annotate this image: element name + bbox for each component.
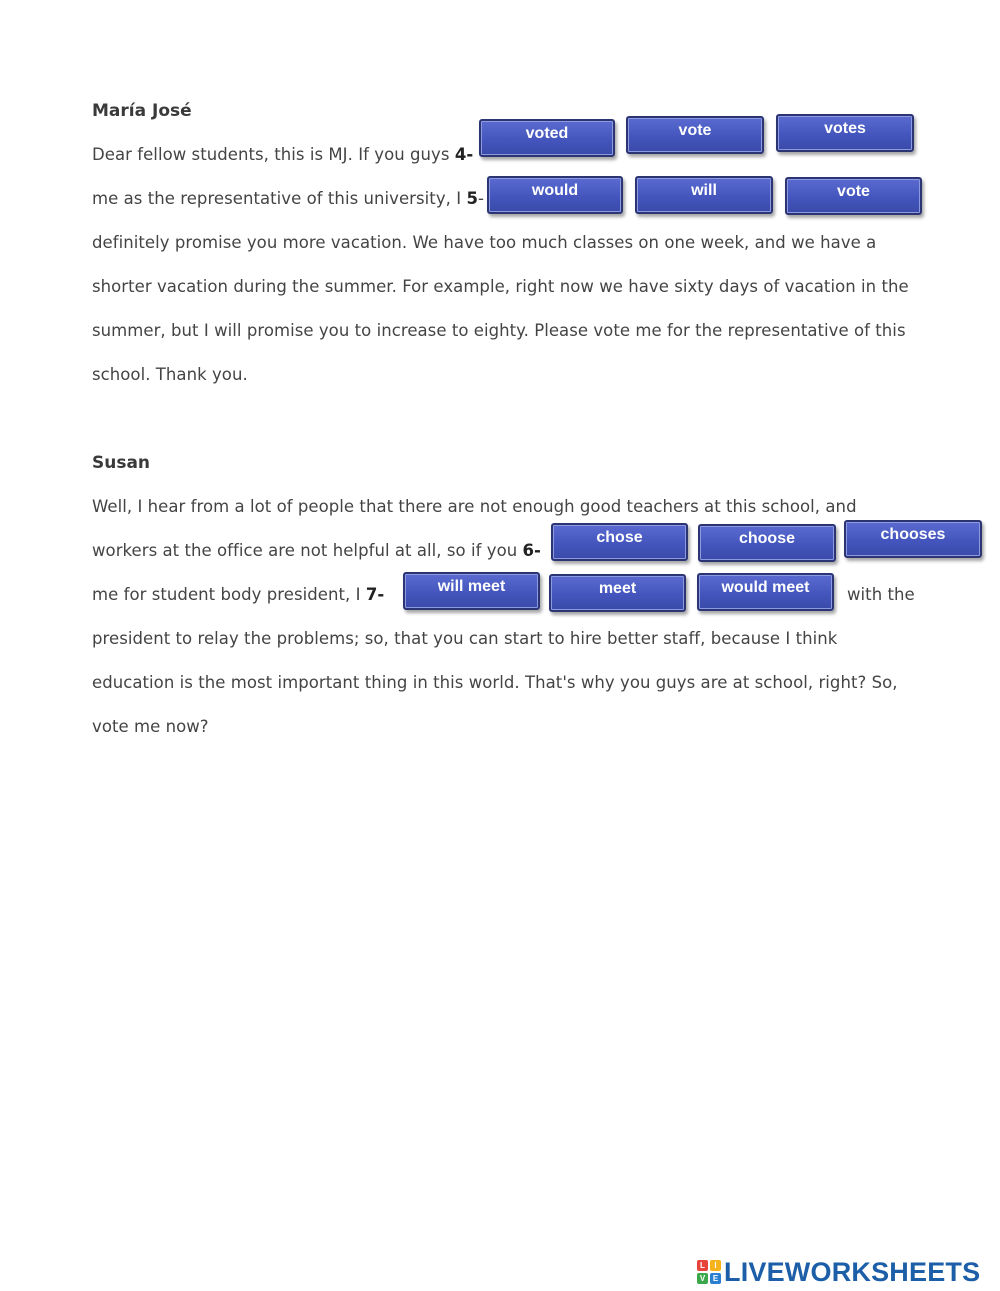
paragraph-line: president to relay the problems; so, that you can start to hire better staff, because I think — [92, 629, 838, 648]
paragraph-line: shorter vacation during the summer. For example, right now we have sixty days of vacation in the — [92, 277, 909, 296]
text-segment: me as the representative of this university, I — [92, 189, 467, 208]
liveworksheets-mark-icon — [697, 1260, 721, 1284]
question-number-4: 4- — [454, 145, 474, 164]
option-q7-would-meet[interactable]: would meet — [697, 573, 834, 611]
logo-text: LIVEWORKSHEETS — [724, 1257, 981, 1287]
logo-mark-letter: L — [697, 1260, 708, 1271]
option-q5-will[interactable]: will — [635, 176, 773, 214]
option-q5-would[interactable]: would — [487, 176, 623, 214]
paragraph-line — [92, 189, 484, 208]
dash: - — [477, 189, 484, 208]
paragraph-line — [92, 145, 473, 164]
option-q4-votes[interactable]: votes — [776, 114, 914, 152]
liveworksheets-logo — [697, 1258, 980, 1286]
logo-mark-letter: V — [697, 1273, 708, 1284]
text-segment: workers at the office are not helpful at all, so if you — [92, 541, 523, 560]
option-q6-chose[interactable]: chose — [551, 523, 688, 561]
paragraph-line: Well, I hear from a lot of people that there are not enough good teachers at this school, and — [92, 497, 857, 516]
paragraph-line: school. Thank you. — [92, 365, 248, 384]
option-q6-chooses[interactable]: chooses — [844, 520, 982, 558]
author-name-maria-jose: María José — [92, 101, 192, 121]
paragraph-line: definitely promise you more vacation. We have too much classes on one week, and we have a — [92, 233, 877, 252]
question-number-5: 5 — [466, 189, 478, 208]
paragraph-line: education is the most important thing in this world. That's why you guys are at school, right? So, — [92, 673, 898, 692]
logo-mark-letter: E — [710, 1273, 721, 1284]
option-q6-choose[interactable]: choose — [698, 524, 836, 562]
paragraph-line — [92, 585, 384, 604]
logo-mark-letter: I — [710, 1260, 721, 1271]
option-q7-meet[interactable]: meet — [549, 574, 686, 612]
question-number-7: 7- — [365, 585, 385, 604]
option-q5-vote[interactable]: vote — [785, 177, 922, 215]
text-segment: me for student body president, I — [92, 585, 366, 604]
option-q7-will-meet[interactable]: will meet — [403, 572, 540, 610]
paragraph-line-end: with the — [847, 585, 915, 604]
text-segment: Dear fellow students, this is MJ. If you guys — [92, 145, 455, 164]
author-name-susan: Susan — [92, 453, 151, 473]
option-q4-voted[interactable]: voted — [479, 119, 615, 157]
question-number-6: 6- — [522, 541, 541, 560]
paragraph-line: summer, but I will promise you to increase to eighty. Please vote me for the representative of this — [92, 321, 906, 340]
option-q4-vote[interactable]: vote — [626, 116, 764, 154]
paragraph-line — [92, 541, 541, 560]
paragraph-line: vote me now? — [92, 717, 209, 736]
